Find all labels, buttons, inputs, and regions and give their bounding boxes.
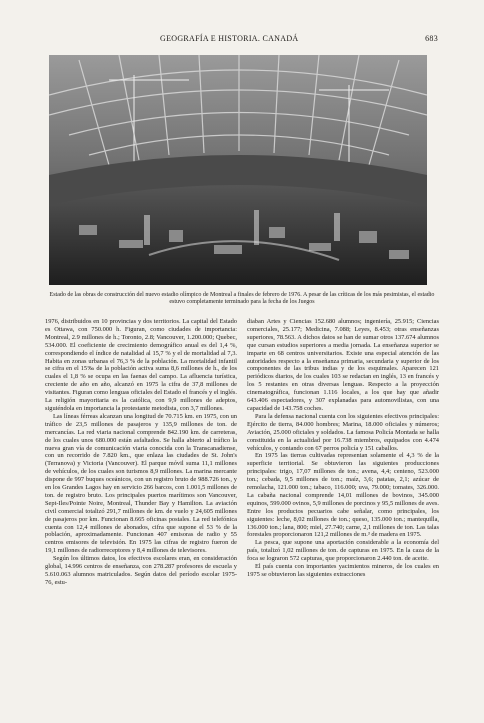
text-column-left [45, 318, 237, 700]
paragraph: El país cuenta con importantes yacimientos mineros, de los cuales en 1975 se obtuvieron las siguientes extracciones [247, 563, 439, 578]
page-number: 683 [425, 34, 438, 43]
stadium-photo [49, 55, 427, 285]
paragraph: Según los últimos datos, los efectivos escolares eran, en consideración global, 14.996 centros de enseñanza, con 278.287 profesores de escuela y 5.610.063 alumnos matriculados. Según datos del período escolar 1975-76, estu- [45, 555, 237, 586]
text-column-right [247, 318, 439, 700]
stadium-photo-illustration [49, 55, 427, 285]
running-header [40, 34, 438, 46]
paragraph: 1976, distribuidos en 10 provincias y dos territorios. La capital del Estado es Ottawa, con 750.000 h. Figuran, como ciudades de importancia: Montreal, 2.9 millones de h.; Toronto, 2.8; Vancouver, 1.200.000; Quebec, 534.000. El coeficiente de crecimiento demográfico anual es del 1,4 %, correspondiendo el índice de natalidad al 15,7 % y el de mortalidad al 7,3. Habita en zonas urbanas el 76,3 % de la población. La mortalidad infantil se cifra en el 15‰ de la población activa suma 8,6 millones de h., de los cuales el 1,8 % se ocupa en las faenas del campo. La afluencia turística, creciente de año en año, alcanzó en 1975 la cifra de 37,8 millones de visitantes. Figuran como lenguas oficiales del Estado el francés y el inglés. La religión mayoritaria es la católica, con 9,9 millones de adeptos, siguiéndola en importancia la protestante metodista, con 3,7 millones. [45, 318, 237, 412]
photo-caption: Estado de las obras de construcción del nuevo estadio olímpico de Montreal a finales de febrero de 1976. A pesar de las críticas de los más pesimistas, el estadio estuvo completamente terminado para la fecha de los Juegos [49, 292, 435, 305]
paragraph: La pesca, que supone una aportación considerable a la economía del país, totalizó 1,02 millones de ton. de capturas en 1975. En la caza de la foca se lograron 572 capturas, que proporcionaron 2.440 ton. de aceite. [247, 539, 439, 563]
paragraph: Para la defensa nacional cuenta con los siguientes efectivos principales: Ejército de tierra, 84.000 hombres; Marina, 18.000 oficiales y números; Aviación, 25.000 oficiales y soldados. La famosa Policía Montada se halla constituida en la actualidad por 16.738 miembros, equipados con 4.474 vehículos, y contando con 67 perros policía y 151 caballos. [247, 412, 439, 452]
paragraph: diaban Artes y Ciencias 152.680 alumnos; ingeniería, 25.915; Ciencias comerciales, 25.177; Medicina, 7.088; Leyes, 8.453; otras enseñanzas superiores, 78.563. A dichos datos se han de sumar otros 137.674 alumnos que cursan estudios superiores a media jornada. La enseñanza superior se imparte en 68 centros universitarios. Existe una especial atención de las autoridades respecto a la enseñanza primaria, secundaria y superior de los componentes de las tribus indias y de los esquimales. Aparecen 121 periódicos diarios, de los cuales 103 se redactan en inglés, 13 en francés y los 5 restantes en otras diversas lenguas. Respecto a la proyección cinematográfica, funcionan 1.116 locales, a los que hay que añadir 643.406 espectadores, y 307 explanadas para automovilistas, con una capacidad de 143.758 coches. [247, 318, 439, 412]
paragraph: En 1975 las tierras cultivadas representan solamente el 4,3 % de la superficie territorial. Se obtuvieron las siguientes producciones principales: trigo, 17,07 millones de ton.; avena, 4,4; centeno, 523.000 ton.; cebada, 9,5 millones de ton.; maíz, 3,6; patatas, 2,1; azúcar de remolacha, 121.000 ton.; tabaco, 116.000; uva, 79.000; tomates, 326.000. La cabaña nacional comprende 14,01 millones de bovinos, 345.000 equinos, 599.000 ovinos, 5,9 millones de porcinos y 95,5 millones de aves. Entre los productos pecuarios cabe señalar, como principales, los siguientes: leche, 8,02 millones de ton.; queso, 135.000 ton.; mantequilla, 136.000 ton.; lana, 800; miel, 27.740; carne, 2,1 millones de ton. Las talas forestales proporcionaron 121,2 millones de m.³ de madera en 1975. [247, 452, 439, 539]
paragraph: Las líneas férreas alcanzan una longitud de 70.715 km. en 1975, con un tráfico de 23,5 millones de pasajeros y 135,9 millones de ton. de mercancías. La red viaria nacional comprende 842.190 km. de carreteras, de los cuales unos 680.000 están asfaltados. Se halla abierto al tráfico la nueva gran vía de comunicación viaria conocida con la Transcanadiense, con un recorrido de 7.820 km., que enlaza las ciudades de St. John's (Terranova) y Victoria (Vancouver). El parque móvil suma 11,1 millones de vehículos, de los cuales son turismos 8,9 millones. La marina mercante dispone de 997 buques oceánicos, con un registro bruto de 988.726 ton., y en los Grandes Lagos hay en servicio 266 barcos, con 1.001,5 millones de ton. de registro bruto. Los principales puertos marítimos son Vancouver, Sept-Iles/Pointe Noire, Montreal, Thunder Bay y Hamilton. La aviación civil comercial totalizó 291,7 millones de km. de vuelo y 24,605 millones de pasajeros por km. Funcionan 8.665 oficinas postales. La red telefónica cuenta con 12,4 millones de abonados, cifra que supone el 53 % de la población, aproximadamente. Funcionan 407 emisoras de radio y 55 centros emisores de televisión. En 1975 las cifras de registro fueron de 19,1 millones de radiorreceptores y 8,4 millones de televisores. [45, 412, 237, 555]
header-title: GEOGRAFÍA E HISTORIA. CANADÁ [160, 34, 299, 43]
